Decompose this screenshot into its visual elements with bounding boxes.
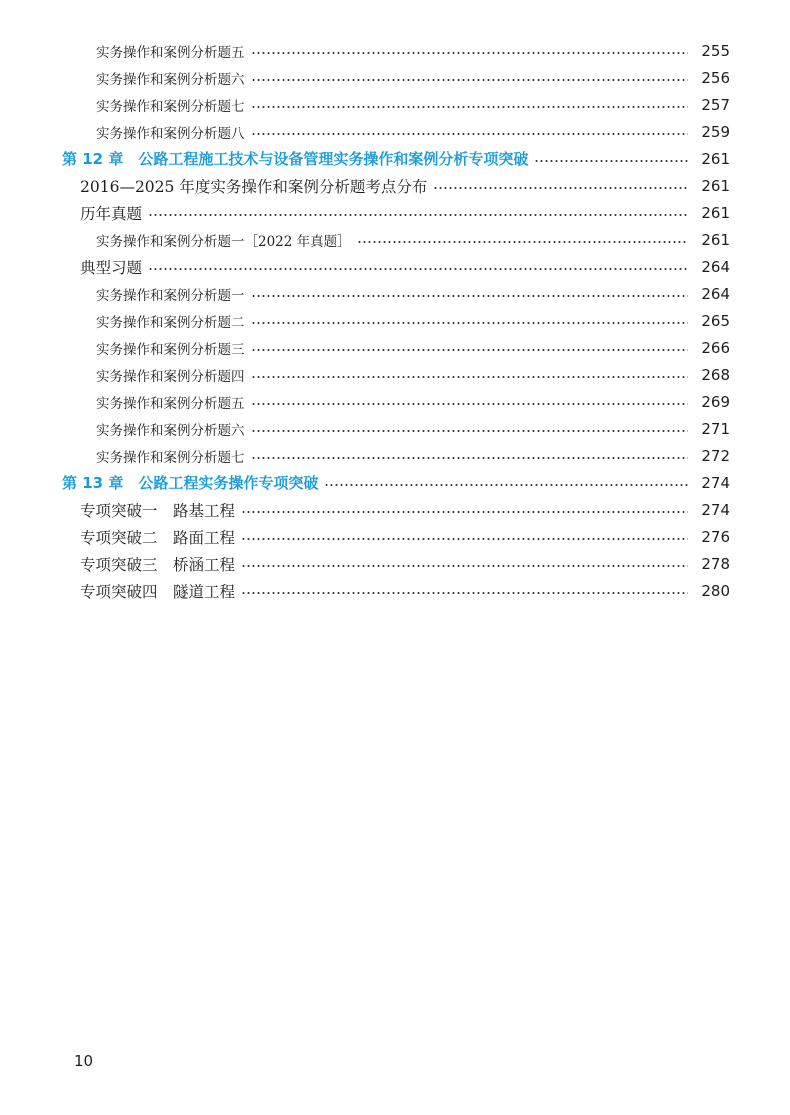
- toc-entry-page: 261: [701, 149, 730, 168]
- dot-leader: [251, 295, 689, 297]
- toc-entry-page: 274: [701, 500, 730, 519]
- toc-entry-page: 255: [701, 41, 730, 60]
- dot-leader: [251, 376, 689, 378]
- dot-leader: [251, 457, 689, 459]
- dot-leader: [241, 592, 688, 594]
- toc-entry-title: 实务操作和案例分析题六: [96, 422, 245, 439]
- dot-leader: [251, 403, 689, 405]
- toc-subsection-entry[interactable]: [0, 307, 790, 334]
- toc-entry-title: 实务操作和案例分析题五: [96, 44, 245, 61]
- dot-leader: [251, 322, 689, 324]
- toc-subsection-entry[interactable]: [0, 388, 790, 415]
- toc-entry-title: 2016—2025 年度实务操作和案例分析题考点分布: [80, 177, 428, 196]
- toc-subsection-entry[interactable]: [0, 37, 790, 64]
- dot-leader: [148, 268, 688, 270]
- toc-entry-page: 271: [701, 419, 730, 438]
- toc-subsection-entry[interactable]: [0, 280, 790, 307]
- toc-entry-title: 实务操作和案例分析题六: [96, 71, 245, 88]
- dot-leader: [251, 133, 689, 135]
- toc-chapter-entry[interactable]: [0, 469, 790, 496]
- toc-subsection-entry[interactable]: [0, 64, 790, 91]
- dot-leader: [241, 565, 688, 567]
- toc-entry-page: 264: [701, 257, 730, 276]
- toc-subsection-entry[interactable]: [0, 442, 790, 469]
- toc-entry-page: 280: [701, 581, 730, 600]
- toc-section-entry[interactable]: [0, 496, 790, 523]
- toc-entry-title: 历年真题: [80, 204, 143, 223]
- toc-section-entry[interactable]: [0, 253, 790, 280]
- toc-entry-page: 278: [701, 554, 730, 573]
- toc-entry-title: 实务操作和案例分析题一［2022 年真题］: [96, 233, 351, 250]
- toc-section-entry[interactable]: [0, 199, 790, 226]
- toc-section-entry[interactable]: [0, 523, 790, 550]
- toc-entry-page: 269: [701, 392, 730, 411]
- toc-entry-title: 典型习题: [80, 258, 143, 277]
- toc-entry-page: 257: [701, 95, 730, 114]
- toc-entry-title: 实务操作和案例分析题一: [96, 287, 245, 304]
- toc-entry-title: 实务操作和案例分析题五: [96, 395, 245, 412]
- toc-entry-title: 专项突破二 路面工程: [80, 528, 236, 547]
- toc-entry-title: 实务操作和案例分析题四: [96, 368, 245, 385]
- toc-entry-title: 实务操作和案例分析题八: [96, 125, 245, 142]
- toc-section-entry[interactable]: [0, 577, 790, 604]
- dot-leader: [241, 511, 688, 513]
- toc-entry-title: 实务操作和案例分析题七: [96, 98, 245, 115]
- dot-leader: [251, 430, 689, 432]
- table-of-contents: [0, 37, 790, 604]
- toc-entry-page: 261: [701, 176, 730, 195]
- toc-entry-page: 265: [701, 311, 730, 330]
- toc-entry-title: 实务操作和案例分析题七: [96, 449, 245, 466]
- toc-subsection-entry[interactable]: [0, 91, 790, 118]
- toc-entry-page: 264: [701, 284, 730, 303]
- dot-leader: [433, 187, 688, 189]
- dot-leader: [251, 79, 689, 81]
- toc-entry-title: 专项突破一 路基工程: [80, 501, 236, 520]
- toc-entry-title: 专项突破三 桥涵工程: [80, 555, 236, 574]
- toc-subsection-entry[interactable]: [0, 415, 790, 442]
- toc-entry-page: 261: [701, 230, 730, 249]
- toc-entry-title: 实务操作和案例分析题二: [96, 314, 245, 331]
- toc-entry-page: 259: [701, 122, 730, 141]
- toc-entry-page: 261: [701, 203, 730, 222]
- toc-subsection-entry[interactable]: [0, 334, 790, 361]
- toc-entry-title: 专项突破四 隧道工程: [80, 582, 236, 601]
- toc-subsection-entry[interactable]: [0, 226, 790, 253]
- dot-leader: [241, 538, 688, 540]
- toc-entry-title: 第 13 章 公路工程实务操作专项突破: [62, 474, 319, 492]
- toc-section-entry[interactable]: [0, 172, 790, 199]
- dot-leader: [251, 349, 689, 351]
- toc-entry-page: 272: [701, 446, 730, 465]
- toc-entry-page: 256: [701, 68, 730, 87]
- dot-leader: [251, 106, 689, 108]
- toc-chapter-entry[interactable]: [0, 145, 790, 172]
- toc-entry-page: 266: [701, 338, 730, 357]
- dot-leader: [324, 484, 688, 486]
- page-number: 10: [74, 1052, 94, 1070]
- dot-leader: [357, 241, 688, 243]
- toc-entry-page: 268: [701, 365, 730, 384]
- dot-leader: [148, 214, 688, 216]
- dot-leader: [534, 160, 688, 162]
- toc-entry-title: 实务操作和案例分析题三: [96, 341, 245, 358]
- toc-entry-page: 276: [701, 527, 730, 546]
- toc-subsection-entry[interactable]: [0, 118, 790, 145]
- toc-section-entry[interactable]: [0, 550, 790, 577]
- toc-entry-page: 274: [701, 473, 730, 492]
- toc-entry-title: 第 12 章 公路工程施工技术与设备管理实务操作和案例分析专项突破: [62, 150, 529, 168]
- dot-leader: [251, 52, 689, 54]
- toc-subsection-entry[interactable]: [0, 361, 790, 388]
